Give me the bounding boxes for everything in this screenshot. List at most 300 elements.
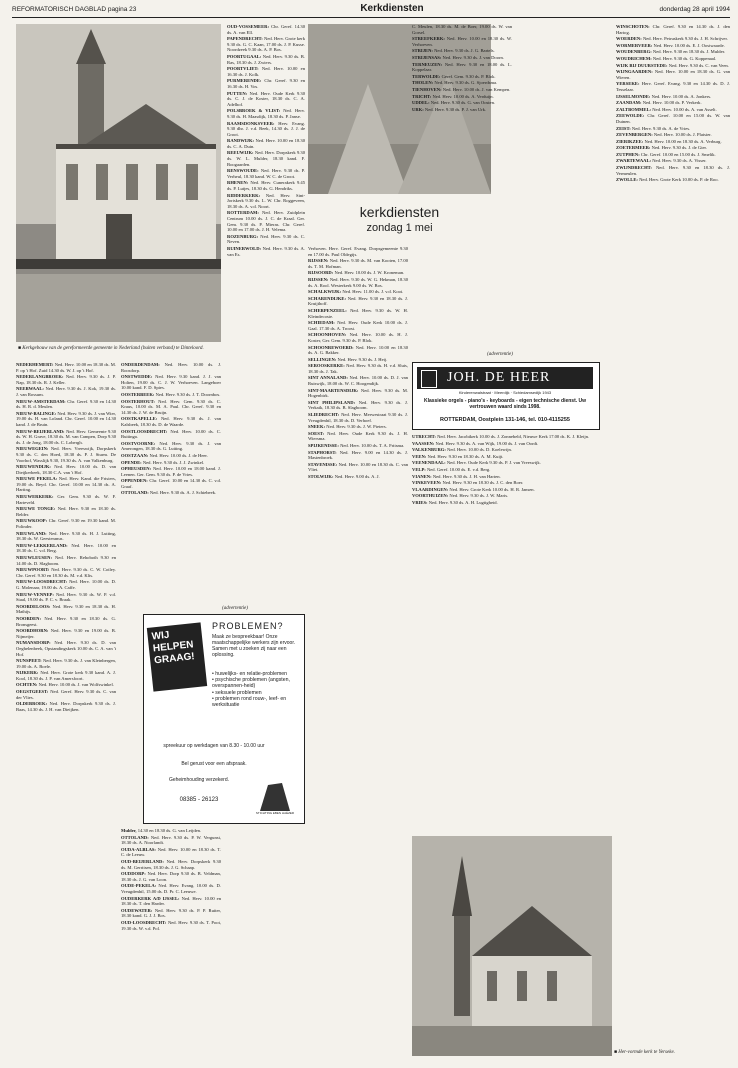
service-details: Ned. Herv. 10.00 en 18.30 ds. C. v.d. Berg. [16,542,116,554]
place-name: ZAANDAM: [616,100,642,106]
church-listing-entry [412,454,598,460]
service-details: Ned. Herv. Dorpskerk 9.30 ds. M. Gerritsen, 18.30 ds. J. G. Schaap. [121,858,221,870]
church-listing-entry [16,628,116,639]
ad2-tagline: Klassieke orgels - piano's - keyboards - eigen technische dienst. Uw vertrouwen waard sinds 1998. [423,398,587,410]
church-listing-entry [412,87,512,93]
church-listing-entry [121,896,221,907]
church-listing-entry [308,308,408,319]
church-listing-entry [121,362,221,373]
place-name: VEEN: [412,453,427,459]
service-details: Ned. Herv. 9.30 ds. C. Neven. [227,233,305,245]
service-details: Ned. Herv. 9.30 ds. A. van Es. [227,245,305,257]
service-details: Ned. Herv. 9.30 ds. T. Poot, 19.30 ds. W. v.d. Pol. [121,919,221,931]
place-name: NIEUWPOORT: [16,567,50,573]
place-name: WOUDENBERG: [616,49,652,55]
church-photo-yerseke [412,836,612,1056]
place-name: THOLEN: [412,80,434,86]
place-name: ZEVENBERGEN: [616,132,653,138]
service-details: Chr. Geref. 9.30 en 14.30 ds. H. R. d. Meulen. [16,398,116,410]
church-listing-entry [308,357,408,363]
service-details: Ned. Herv. Grote kerk 9.30 ds. G. C. Kaan, 17.00 ds. J. P. Kusse. Noordzeek 9.30 ds. A. P. Bos. [227,36,305,53]
place-name: ZIERIKZEE: [616,138,644,144]
service-details: Ned. Herv. 9.30 ds. A. J. Schiebeek. [149,490,217,496]
church-listing-entry [412,467,598,473]
place-name: VRIES: [412,499,428,505]
church-listing-entry [412,80,512,86]
ad-list-item: • psychische problemen (angsten, overspannen-heid) [212,677,290,690]
church-listing-entry [308,424,408,430]
service-details: Ned. Herv. 9.30 en 18.30 ds. J. C. den Boer. [442,480,524,486]
place-name: WINSCHOTEN: [616,24,650,29]
place-name: OUDERKERK A/D IJSSEL: [121,895,180,901]
place-name: SEROOSKERKE: [308,363,345,369]
place-name: TRICHT: [412,93,432,99]
church-listing-entry [227,246,305,257]
ad-problemen [143,614,305,824]
church-listing-entry [16,555,116,566]
listing-column-4a [412,24,512,344]
church-listing-entry [121,835,221,846]
service-details: Ned. Herv. 9.30 ds. C. van Veen. [668,62,729,68]
logo-line-3: GRAAG! [153,651,196,667]
service-details: Ned. Herv. 9.30 en 18.30 ds. J. Vermeulen. [616,165,730,176]
church-listing-entry [412,36,512,47]
service-details: Ned. Herv. 10.00 en 16.30 ds. J. Kolk. [227,66,305,77]
service-details: Ned. Herv. 10.00 ds. J. Roosdorp. [121,362,221,373]
church-listing-entry [16,374,116,385]
church-listing-entry [616,139,730,145]
service-details: Ned. Herv. 9.30 ds. H. Maasdijk, 18.30 ds. P. Janse. [227,108,305,119]
place-name: SCHOONHOVEN: [308,332,347,338]
place-name: ZALTBOMMEL: [616,106,652,112]
place-name: OEGSTGEEST: [16,689,49,695]
service-details: Verhoven. Herv. Geref. Evang. Dorpsgemeente 9.30 en 17.00 ds. Paul Oldegijs. [308,246,408,257]
church-listing-entry [412,493,598,499]
place-name: PUTTEN: [227,90,248,96]
service-details: Ned. Herv. 9.30 ds. J. J. Zwinkel. [142,459,205,465]
service-details: Ned. Herv. 9.30 ds. J. van Kleinbergen, 19.00 ds. A. Boele. [16,658,116,669]
service-details: Ned. Herv. 10.00 en 18.30 ds. T. den Harder. [121,895,221,907]
service-details: Ned. Herv. 9.30 en 19.00 ds. B. Nijmeijer. [16,628,116,639]
place-name: VINKEVEEN: [412,480,442,486]
place-name: VEENENDAAL: [412,460,446,466]
church-listing-entry [121,453,221,459]
place-name: SCHOONREWOERD: [308,344,354,350]
place-name: STOLWIJK: [308,473,334,479]
service-details: Ned. Herv. 9.30 ds. P. Verheul, 18.30 kand. W. C. de Groot. [227,168,305,179]
place-name: NOORDEN: [16,615,42,621]
ad2-company: JOH. DE HEER [447,370,551,385]
place-name: NIEUWE PEKELA: [16,476,58,482]
advertentie-label-2: (advertentie) [487,352,513,357]
service-details: Ned. Herv. 9.30 en 18.30 ds. A. M. Kuijt. [427,453,504,459]
church-listing-entry [121,466,221,477]
service-details: Chr. Geref. 9.30 en 16.30 ds. H. Vos. [227,78,305,89]
service-details: Ned. Herv. 9.30 ds. M. van Kooten, 17.00 ds. T. M. Hofman. [308,258,408,269]
church-listing-entry [121,392,221,398]
church-listing-entry [308,289,408,295]
place-name: ZOETERMEER: [616,145,651,151]
ad-list-item: • huwelijks- en relatie-problemen [212,671,288,677]
place-name: NEERWAAL: [16,386,44,392]
photo-caption-dinteloord: ■ Kerkgebouw van de gereformeerde gemeente in Nederland (buiten verband) te Dinteloord. [18,346,204,351]
listing-column-5 [616,24,730,1044]
service-details: Ned. Herv. 9.30 ds. J. T. Doornbos. [155,391,221,397]
service-details: Ned. Herv. 9.30 ds. M. Hogenbirk. [308,387,408,399]
place-name: NIEUWLAND: [16,530,47,536]
church-listing-entry [308,320,408,331]
service-details: Ned. Herv. 10.00 ds. E. J. Oostwaarde. [653,42,725,48]
service-details: Ned. Herv. 9.30 ds. B. Ras, 18.30 ds. J. Zwiers. [227,53,305,65]
church-listing-entry [412,447,598,453]
place-name: REEUWIJK: [227,150,254,156]
service-details: Ned. Herv. 9.30 ds. J. G. Bartels. [434,48,495,54]
church-listing-entry [227,121,305,138]
place-name: OOSTVOORNE: [121,440,156,446]
place-name: SINT ANNALAND: [308,375,348,381]
service-details: Ned. Herv. Grote kerk 9.30 kand. A. J. Kool, 18.30 ds. J. P. van Amersfoort. [16,670,116,681]
service-details: Herv. Geref. Evang. 9.30 en 14.30 ds. D. J. Tesselaar. [616,81,730,92]
church-listing-entry [227,150,305,167]
page-header [12,3,730,18]
church-listing-entry [308,400,408,411]
service-details: Ned. Herv. 9.30 ds. J. Kok, 19.30 ds. J. van Rossum. [16,386,116,397]
place-name: ZUTPHEN: [616,151,640,157]
church-listing-entry [308,363,408,374]
service-details: Herv. Evang. 9.30 dhr. J. v.d. Beek, 14.30 ds. J. J. de Groot. [227,120,305,137]
place-name: VLAARDINGEN: [412,486,449,492]
service-details: Ned. Herv. 10.00 en 18.30 ds. A. Verburg. [644,138,722,144]
church-listing-entry [616,113,730,124]
service-details: Ned. Herv. Evang. 10.00 ds. D. Vreugdenhil, 15.00 ds. D. Pr. C. Leeuwe. [121,883,221,894]
church-listing-entry [227,78,305,89]
service-details: Chr. Geref. 9.30 en 14.30 ds. J. den Hartog. [616,24,730,35]
place-name: OUDEWATER: [121,907,153,913]
place-name: WORMERVEER: [616,42,653,48]
place-name: NIEUW-LEKKERLAND: [16,542,68,548]
church-listing-entry [412,474,598,480]
place-name: SCHERPENZEEL: [308,307,347,313]
church-listing-entry [308,332,408,343]
place-name: OUDA-ALBLAS: [121,846,156,852]
place-name: STRIJENSAS: [412,54,442,60]
church-listing-entry [412,94,512,100]
place-name: SCHARENDIJKE: [308,295,347,301]
place-name: SCHIEDAM: [308,320,335,326]
service-details: Ned. Herv. 9.30 ds. J. van Kalsbeek, 18.30 ds. D. de Waarde. [121,416,221,427]
place-name: NUMANSDORP: [16,640,51,646]
service-details: Ned. Herv. 10.00 en 18.30 ds. G. van Wieren. [616,69,730,80]
service-details: Ned. Herv. 10.00 ds. T. A. Fritsma. [340,443,405,448]
service-details: Ned. Herv. Petruskerk 9.30 ds. J. H. Schrijver. [642,36,728,42]
church-listing-entry [227,180,305,191]
church-listing-entry [412,460,598,466]
church-listing-entry [227,193,305,210]
service-details: Ned. Herv. Cunerakerk 9.45 ds. P. Lutjes, 18.30 ds. G. Hendriks. [227,180,305,192]
church-listing-entry [16,386,116,397]
church-listing-entry [616,81,730,92]
place-name: VALKENBURG: [412,447,446,453]
place-name: VIANEN: [412,473,432,479]
place-name: ZEEWOLDE: [616,113,645,119]
place-name: YERSEKE: [616,81,640,87]
place-name: STAPHORST: [308,449,337,455]
service-details: Ned. Herv. Dorpskerk 9.30 ds. W. L. Mulder, 18.30 kand. F. Boogaarden. [227,150,305,167]
place-name: ZEIST: [616,125,631,131]
service-details: Ned. Herv. 9.30 kand. J. J. van Holten, 19.00 ds. C. J. W. Verhoeven. Langeboer 10.00 kand. F. D. Spies. [121,374,221,391]
service-details: Ned. Herv. 9.30 ds. J. W. Maris. [449,493,509,499]
church-listing-entry [121,828,221,834]
service-details: Ned. Herv. Dorpskerk 9.30 ds. J. Baas, 14.30 ds. J. H. van Dieijken. [16,701,116,712]
church-listing-entry [412,74,512,80]
place-name: NIEUWE TONGE: [16,506,56,512]
church-listing-entry [308,431,408,442]
service-details: Chr. Geref. 9.30 en 19.30 kand. M. Polinder. [16,518,116,530]
service-details: Chr. Geref. 10.00 en 14.30 ds. C. v.d. Graaf. [121,478,221,489]
service-details: Ned. Herv. 9.30 en 18.30 ds. J. Kruijthoff. [308,295,408,307]
service-details: Ned. Herv. 9.30 ds. D. van Oeghelenbeek, Opstandingskerk 10.00 ds. C. A. van 't Hof. [16,640,116,657]
church-listing-entry [121,374,221,391]
service-details: Ned. Herv. 9.30 ds. P. J. van Urk. [424,106,487,112]
stichting-name: STICHTING EBEN HAËZER [255,811,295,815]
place-name: WOUDRICHEM: [616,55,652,61]
place-name: TERNEUZEN: [412,61,443,67]
ad-list-item: • problemen rond rouw-, leef- en werksituatie [212,695,287,709]
section-title: Kerkdiensten [360,3,424,14]
place-name: WIJNGAARDEN: [616,69,653,75]
place-name: SLIEDRECHT: [308,412,340,418]
place-name: WOERDEN: [616,36,642,42]
service-details: Ned. Herv. 10.00 en 18.00 kand. J. Leenen. Ger. Gem. 9.30 ds. P. de Vries. [121,466,221,477]
church-listing-entry [308,462,408,473]
service-details: C. Meulen, 18.30 ds. M. de Boer, 19.00 ds. W. van Gorsel. [412,24,512,35]
place-name: SELLINGEN: [308,356,337,362]
place-name: STREEFKERK: [412,36,445,42]
place-name: NIEUWEGEIN: [16,446,49,452]
service-details: Ned. Herv. Vreeswijk, Dorpskerk 9.30 ds. C. den Hoed, 18.30 ds. P. J. Sturm. De Voorhof, Wasslijk 9.30, 19.30 ds. A. van Valkenburg. [16,446,116,463]
place-name: ONDERDENDAM: [121,362,160,367]
service-details: Ned. Herv. 9.30 ds. A. van Wijk, 19.00 ds. J. van Oordt. [435,440,539,446]
listing-column-2b [227,24,305,604]
service-details: Ned. Herv. 10.00 ds. A. Verduijn. [432,93,494,99]
service-details: Ned. Herv. 9.30 ds. G. Sjoerdsma. [434,80,498,86]
service-details: Ned. Herv. 10.00 en 18.30 ds. C. A. Duin. [227,138,305,149]
service-details: Ned. Herv. 9.30 ds. J. Verkaik, 18.30 ds. B. Slagboom. [308,399,408,411]
church-listing-entry [616,165,730,176]
church-listing-entry [16,411,116,428]
place-name: WIJK BIJ DUURSTEDE: [616,62,668,68]
place-name: ZWARTEWAAL: [616,158,652,164]
ad-afspraak: Bel gerust voor een afspraak. [181,761,247,767]
service-details: Chr. Geref. 10.00 en 15.00 ds. J. Smelik. [640,151,716,157]
place-name: OUD-LOOSDRECHT: [121,919,167,925]
place-name: SCHALKWIJK: [308,289,342,295]
place-name: RIJSOORD: [308,270,334,276]
place-name: SINT PHILIPSLAND: [308,399,356,405]
church-listing-entry [616,145,730,151]
service-details: Ned. Herv. 10.00 ds. J. van Kempen. [442,86,511,92]
place-name: TIENHOVEN: [412,86,442,92]
church-listing-entry [616,69,730,80]
place-name: UDDEL: [412,100,430,106]
church-listing-entry [227,66,305,77]
service-details: Ned. Herv. 9.30 ds. J. Heij. [337,356,388,362]
church-listing-entry [227,138,305,149]
place-name: ZWIJNDRECHT: [616,165,652,171]
service-details: Ned. Herv. 9.30 ds. H. v.d. Sluis, 18.30 ds. J. Tak. [308,363,408,374]
church-listing-entry [616,56,730,62]
place-name: RIJSSEN: [308,276,329,282]
service-details: Ned. Herv. 10.00 ds. C. Buitinga. [121,428,221,440]
place-name: NIEUWENDIJK: [16,464,51,470]
church-listing-entry [308,412,408,423]
service-details: Ned. Herv. Oude Kerk 10.00 ds. J. Gaal. 17.30 ds. A. Troost. [308,320,408,331]
church-listing-entry [16,531,116,542]
banner-title: kerkdiensten [359,204,440,220]
ad2-address: ROTTERDAM, Oostplein 131-146, tel. 010-4115255 [440,417,570,423]
church-listing-entry [121,883,221,894]
service-details: Ned. Herv. 9.30 ds. G. Koppenaal. [652,55,717,61]
church-listing-entry [616,158,730,164]
service-details: Ned. Herv. 10.00 ds. D. Koelewijn. [447,447,512,453]
church-listing-entry [16,543,116,554]
ad-list-item: • seksuele problemen [212,689,262,696]
church-listing-entry [121,478,221,489]
ad-intro: Maak ze bespreekbaar! Onze maatschappelijke werkers zijn ervoor. Samen met u zoeken zij naar een oplossing. [212,634,296,658]
place-name: RANDWIJK: [227,138,255,144]
service-details: Ned. Geref. Herv. 9.30 ds. C. van der Vlies. [16,689,116,700]
place-name: OUD-BEIJERLAND: [121,858,164,864]
service-details: Ned. Herv. 10.00 en 18.30 ds. M. P. op 't Hof. Zuid 14.30 ds. W. J. op 't Hof. [16,362,116,373]
place-name: OTTOLAND: [121,490,149,496]
church-listing-entry [16,362,116,373]
service-details: Ned. Herv. Sint-Joriskerk 9.30 ds. L. W. Chr. Roggeveen, 18.30 ds. A. v.d. Noort. [227,192,305,209]
church-listing-entry [308,375,408,386]
place-name: POLSBROEK & VLIST: [227,108,281,114]
church-listing-entry [121,859,221,870]
church-listing-entry [616,36,730,42]
listing-column-4b [412,434,598,830]
church-listing-entry [308,450,408,461]
service-details: Ned. Herv. 9.30 ds. J. van Doorn. [442,54,504,60]
church-listing-entry [308,270,408,276]
place-name: NIEUW-AMSTERDAM: [16,398,66,404]
church-listing-entry [16,399,116,410]
church-listing-entry [16,429,116,446]
service-details: Ned. Herv. 9.30 en 18.00 ds. L. Koppelaar. [412,61,512,73]
service-details: Ned. Herv. 10.00 ds. P. Verkerk. [642,100,702,106]
service-details: Ned. Herv. 9.30 ds. P. W. Vergunst, 18.30 ds. A. Noorlandt. [121,834,221,846]
church-listing-entry [616,94,730,100]
church-listing-entry [308,258,408,269]
church-illustration-2 [412,836,612,1056]
place-name: NIEUWLEUSEN: [16,555,52,560]
service-details: Ned. Herv. 10.00 ds. A. van Asselt. [652,106,717,112]
place-name: NIEUWKOOP: [16,518,48,524]
service-details: Ned. Herv. 10.00 ds. J. van Wolfswinkel. [38,682,114,688]
church-listing-entry [16,701,116,712]
service-details: Ned. Herv. 9.00 ds. A. J. [334,473,380,479]
church-listing-entry [616,177,730,183]
church-listing-entry [227,168,305,179]
service-details: Chr. Geref. 10.00 en 15.00 ds. W. van Duinen. [616,113,730,124]
service-details: Ned. Herv. 9.30 ds. A. Visser. [652,158,707,164]
service-details: Ned. Herv. 9.30 ds. J. van Wier, 19.00 ds. H. van Loland. Chr. Geref. 10.00 en 14.30 kand. J. de Bruin. [16,410,116,427]
church-listing-entry [121,871,221,882]
service-details: Ned. Herv. Zuidplein Centrum 10.00 ds. J. C. de Kraal. Ger. Gem. 9.30 ds. P. Mieras. Chr. Geref. 10.00 en 17.00 ds. J. H. Velema. [227,210,305,233]
service-details: Ned. Herv. Merwestraat 9.30 ds. J. Vreugdenhil, 18.30 ds. D. Verhoef. [308,412,408,423]
church-listing-entry [16,670,116,681]
service-details: Ned. Herv. 9.00 en 14.30 ds. J. Mastenbroek. [308,449,408,461]
ad-spreekuur: spreekuur op werkdagen van 8.30 - 10.00 uur [163,743,265,749]
church-listing-entry [308,246,408,257]
place-name: NEDERLANGBROEK: [16,374,64,380]
ad-items [212,671,300,708]
place-name: NIEUW-BALINGE: [16,410,57,416]
logo-line-2: HELPEN [152,639,194,655]
service-details: Ned. Herv. Dorp 9.30 ds. B. Veldman, 18.30 ds. J. G. van Loon. [121,871,221,882]
church-listing-entry [16,579,116,590]
service-details: Ned. Herv. 9.30 en 18.30 ds. J. Mulder. [652,49,726,55]
church-photo-dinteloord [16,24,221,342]
church-listing-entry [412,100,512,106]
service-details: Ned. Herv. 9.30 ds. W. G. Hekman, 18.30 ds. A. Rool. Westerkerk 9.00 ds. W. Bos. [308,276,408,288]
logo-line-1: WIJ [151,629,171,643]
church-listing-entry [412,487,598,493]
listing-column-1 [16,362,116,1062]
church-listing-entry [16,604,116,615]
church-listing-entry [227,91,305,108]
church-listing-entry [121,460,221,466]
place-name: NIJKERK: [16,670,39,676]
church-listing-entry [121,429,221,440]
place-name: POORTVLIET: [227,66,259,72]
service-details: Ned. Herv. Grote Kerk 10.00 ds. P. de Roo. [639,177,719,183]
place-name: Mulder, [121,828,137,833]
service-details: Ned. Herv. 9.30 ds. J. H. van Harten. [432,473,501,479]
place-name: NUNSPEET: [16,658,42,664]
service-details: Ned. Herv. 10.00 ds. D. van Dieijkerbeek, 18.30 C.A. van 't Hof. [16,464,116,475]
place-name: ONSTWEDDE: [121,374,153,380]
place-name: NIEUW-LOOSDRECHT: [16,579,68,585]
church-listing-entry [412,480,598,486]
service-details: Ned. Herv. 9.30 ds. J. de Gier. [651,145,707,151]
place-name: RENSWOUDE: [227,168,259,174]
service-details: Geref. Gem. 9.30 ds. P. Blok. [441,73,496,79]
church-listing-entry [227,24,305,35]
ad2-subtitle: Kinderenwalstraat · Meerdijk · Schiedamsedijk 1943 [458,390,552,395]
service-details: Ned. Herv. 10.00 ds. D. J. van Ruiswijk, 18.00 ds. W. C. Hoogendijk. [308,375,408,387]
place-name: OOSTZAAN: [121,452,149,458]
service-details: Ned. Herv. Gemeente 9.30 ds. W. H. Grave, 18.30 ds. M. van Campen, Dorp 9.30 ds. J. de Jong, 18.00 ds. C. Lobergh. [16,428,116,445]
place-name: OPPENDEN: [121,478,148,484]
wij-helpen-logo [147,622,207,691]
church-listing-entry [616,107,730,113]
photo-caption-yerseke: ■ Her-vormde kerk te Yerseke. [614,1050,675,1055]
banner-subtitle: zondag 1 mei [366,222,433,234]
place-name: OOSTLOOSDRECHT: [121,428,168,434]
ad-title: PROBLEMEN? [212,621,284,631]
place-name: POORTUGAAL: [227,53,262,59]
service-details: Ned. Herv. 9.30 ds. P. P. Ruiter, 18.30 kand. G. J. J. Bos. [121,907,221,919]
church-listing-entry [308,296,408,307]
service-details: Ned. Herv. 9.30 ds. W. H. Kleindecoste. [308,307,408,319]
church-listing-entry [412,441,598,447]
church-listing-entry [227,54,305,65]
church-listing-entry [121,441,221,452]
church-listing-entry [616,24,730,35]
service-details: Ned. Herv. Oude Kerk 9.30 ds. C. J. de Koster, 18.30 ds. C. A. Adelhof. [227,90,305,107]
